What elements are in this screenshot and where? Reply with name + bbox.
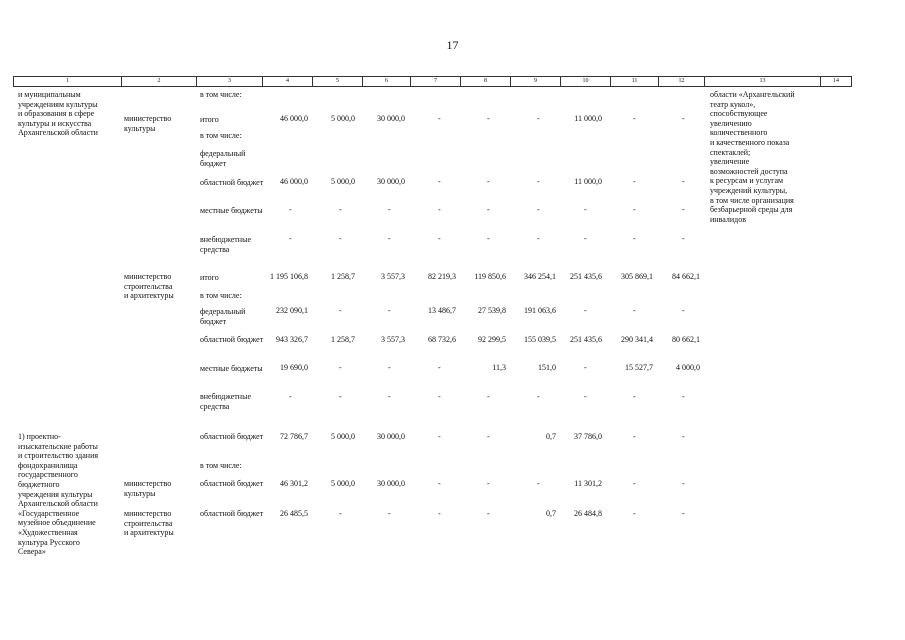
value-cell: 290 341,4 — [621, 335, 653, 344]
value-cell: 30 000,0 — [377, 114, 405, 123]
expected-result: области «Архангельский театр кукол», способствующее увеличению количественного и качественного показа спектаклей; увеличение возможностей доступа к ресурсам и услугам учреждений культуры, в том числе организация безбарьерной среды для инвалидов — [710, 90, 795, 224]
value-cell: - — [682, 177, 685, 186]
source-label: областной бюджет — [200, 479, 264, 488]
value-cell: - — [487, 114, 490, 123]
header-col: 8 — [461, 77, 511, 86]
value-cell: 37 786,0 — [574, 432, 602, 441]
value-cell: - — [682, 306, 685, 315]
header-col: 2 — [122, 77, 197, 86]
value-cell: 11,3 — [492, 363, 506, 372]
value-cell: - — [438, 509, 441, 518]
value-cell: - — [438, 234, 441, 243]
executor: министерство строительства и архитектуры — [124, 509, 174, 538]
header-col: 13 — [705, 77, 821, 86]
column-number-header — [13, 76, 852, 87]
value-cell: 1 258,7 — [331, 335, 355, 344]
value-cell: - — [438, 114, 441, 123]
value-cell: - — [339, 509, 342, 518]
value-cell: - — [584, 234, 587, 243]
source-label: в том числе: — [200, 291, 242, 300]
value-cell: - — [438, 392, 441, 401]
value-cell: 251 435,6 — [570, 335, 602, 344]
value-cell: 5 000,0 — [331, 479, 355, 488]
source-label: в том числе: — [200, 461, 242, 470]
source-label: областной бюджет — [200, 509, 264, 518]
value-cell: 46 000,0 — [280, 114, 308, 123]
value-cell: 26 485,5 — [280, 509, 308, 518]
value-cell: 5 000,0 — [331, 432, 355, 441]
value-cell: - — [633, 392, 636, 401]
header-col: 4 — [263, 77, 313, 86]
value-cell: - — [633, 177, 636, 186]
value-cell: 3 557,3 — [381, 272, 405, 281]
value-cell: 15 527,7 — [625, 363, 653, 372]
value-cell: - — [487, 392, 490, 401]
value-cell: - — [633, 114, 636, 123]
value-cell: 4 000,0 — [676, 363, 700, 372]
value-cell: 0,7 — [546, 509, 556, 518]
value-cell: - — [633, 479, 636, 488]
value-cell: - — [438, 432, 441, 441]
value-cell: 11 000,0 — [574, 177, 602, 186]
header-col: 10 — [561, 77, 611, 86]
value-cell: - — [487, 432, 490, 441]
header-col: 14 — [833, 78, 839, 84]
value-cell: - — [537, 234, 540, 243]
value-cell: 13 486,7 — [428, 306, 456, 315]
value-cell: 346 254,1 — [524, 272, 556, 281]
value-cell: - — [633, 234, 636, 243]
source-label: местные бюджеты — [200, 206, 263, 215]
value-cell: - — [388, 205, 391, 214]
value-cell: 155 039,5 — [524, 335, 556, 344]
value-cell: 5 000,0 — [331, 177, 355, 186]
header-col: 5 — [313, 77, 363, 86]
value-cell: - — [339, 205, 342, 214]
source-label: в том числе: — [200, 131, 242, 140]
header-col: 9 — [511, 77, 561, 86]
value-cell: - — [633, 306, 636, 315]
source-label: итого — [200, 273, 219, 282]
value-cell: 26 484,8 — [574, 509, 602, 518]
value-cell: 68 732,6 — [428, 335, 456, 344]
value-cell: - — [339, 392, 342, 401]
value-cell: 1 195 106,8 — [270, 272, 308, 281]
value-cell: - — [537, 392, 540, 401]
header-col: 3 — [197, 77, 263, 86]
value-cell: - — [537, 114, 540, 123]
value-cell: - — [537, 177, 540, 186]
value-cell: 232 090,1 — [276, 306, 308, 315]
executor: министерство строительства и архитектуры — [124, 272, 174, 301]
value-cell: 72 786,7 — [280, 432, 308, 441]
value-cell: - — [633, 432, 636, 441]
value-cell: 30 000,0 — [377, 177, 405, 186]
value-cell: - — [633, 205, 636, 214]
value-cell: - — [584, 363, 587, 372]
value-cell: 0,7 — [546, 432, 556, 441]
header-col: 11 — [611, 77, 659, 86]
value-cell: - — [388, 234, 391, 243]
value-cell: - — [289, 234, 292, 243]
value-cell: 305 869,1 — [621, 272, 653, 281]
measure-description: 1) проектно- изыскательские работы и строительство здания фондохранилища государственного бюджетного учреждения культуры Архангельской области «Государственное музейное объединение «Художественная культура Русского Севера» — [18, 432, 99, 557]
value-cell: - — [388, 392, 391, 401]
value-cell: - — [633, 509, 636, 518]
value-cell: - — [487, 177, 490, 186]
value-cell: - — [388, 363, 391, 372]
value-cell: 27 539,8 — [478, 306, 506, 315]
value-cell: 46 301,2 — [280, 479, 308, 488]
source-label: областной бюджет — [200, 178, 264, 187]
value-cell: 251 435,6 — [570, 272, 602, 281]
value-cell: 30 000,0 — [377, 432, 405, 441]
source-label: областной бюджет — [200, 432, 264, 441]
value-cell: - — [487, 479, 490, 488]
value-cell: - — [584, 392, 587, 401]
value-cell: - — [339, 363, 342, 372]
value-cell: 3 557,3 — [381, 335, 405, 344]
source-label: местные бюджеты — [200, 364, 263, 373]
source-label: федеральный бюджет — [200, 307, 246, 326]
value-cell: 82 219,3 — [428, 272, 456, 281]
value-cell: - — [682, 205, 685, 214]
value-cell: 191 063,6 — [524, 306, 556, 315]
value-cell: - — [289, 205, 292, 214]
value-cell: 92 299,5 — [478, 335, 506, 344]
source-label: внебюджетные средства — [200, 392, 251, 411]
value-cell: - — [682, 114, 685, 123]
value-cell: - — [682, 234, 685, 243]
value-cell: - — [682, 509, 685, 518]
value-cell: 1 258,7 — [331, 272, 355, 281]
page-number: 17 — [446, 38, 459, 52]
source-label: итого — [200, 115, 219, 124]
value-cell: 30 000,0 — [377, 479, 405, 488]
value-cell: - — [584, 205, 587, 214]
value-cell: - — [339, 234, 342, 243]
value-cell: 11 301,2 — [574, 479, 602, 488]
value-cell: 151,0 — [538, 363, 556, 372]
value-cell: - — [584, 306, 587, 315]
value-cell: 19 690,0 — [280, 363, 308, 372]
value-cell: - — [438, 363, 441, 372]
value-cell: - — [289, 392, 292, 401]
source-label: федеральный бюджет — [200, 149, 246, 168]
source-label: в том числе: — [200, 90, 242, 99]
value-cell: - — [388, 306, 391, 315]
value-cell: 943 326,7 — [276, 335, 308, 344]
header-col: 6 — [363, 77, 411, 86]
value-cell: - — [339, 306, 342, 315]
header-col: 7 — [411, 77, 461, 86]
value-cell: - — [682, 392, 685, 401]
value-cell: - — [438, 479, 441, 488]
value-cell: - — [682, 432, 685, 441]
value-cell: - — [487, 205, 490, 214]
value-cell: 84 662,1 — [672, 272, 700, 281]
value-cell: - — [388, 509, 391, 518]
value-cell: - — [438, 177, 441, 186]
executor: министерство культуры — [124, 479, 172, 498]
source-label: областной бюджет — [200, 335, 264, 344]
header-col: 1 — [14, 77, 122, 86]
measure-description: и муниципальным учреждениям культуры и образования в сфере культуры и искусства Архангельской области — [18, 90, 98, 138]
value-cell: - — [487, 509, 490, 518]
value-cell: 5 000,0 — [331, 114, 355, 123]
value-cell: 11 000,0 — [574, 114, 602, 123]
value-cell: - — [487, 234, 490, 243]
header-col: 12 — [659, 77, 705, 86]
executor: министерство культуры — [124, 114, 172, 133]
value-cell: - — [537, 479, 540, 488]
value-cell: - — [537, 205, 540, 214]
value-cell: 46 000,0 — [280, 177, 308, 186]
value-cell: 119 850,6 — [474, 272, 506, 281]
value-cell: - — [682, 479, 685, 488]
value-cell: - — [438, 205, 441, 214]
value-cell: 80 662,1 — [672, 335, 700, 344]
source-label: внебюджетные средства — [200, 235, 251, 254]
